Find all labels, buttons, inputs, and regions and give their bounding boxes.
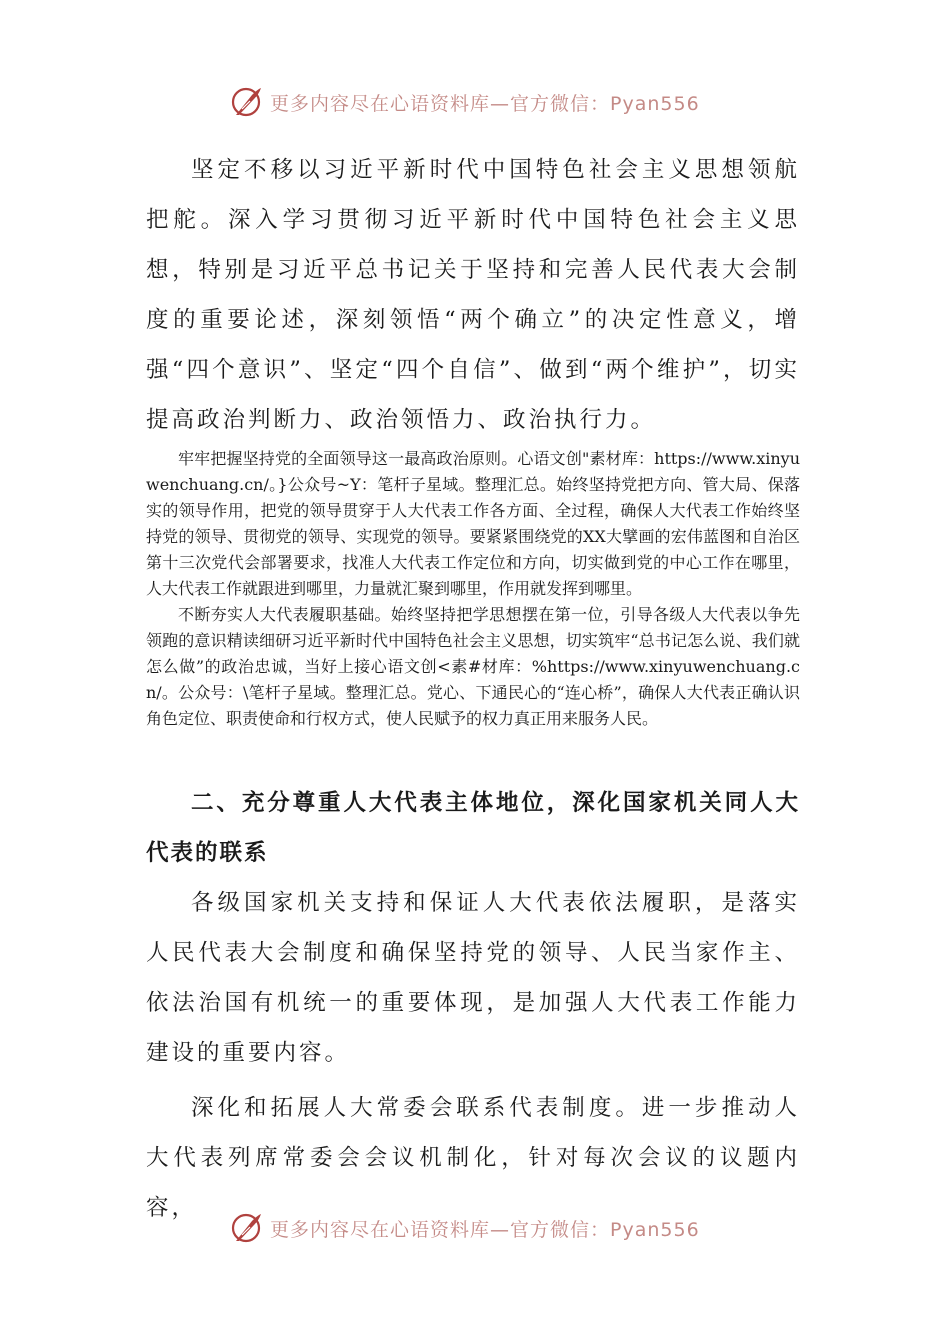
header-banner [230, 82, 700, 122]
paragraph-party-leadership: 牢牢把握坚持党的全面领导这一最高政治原则。心语文创"素材库：https://www.xinyuwenchuang.cn/。}公众号~Y：笔杆子星域。整理汇总。始终坚持党把方向、管大局、保落实的领导作用，把党的领导贯穿于人大代表工作各方面、全过程，确保人大代表工作始终坚持党的领导、贯彻党的领导、实现党的领导。要紧紧围绕党的XX大擘画的宏伟蓝图和自治区第十三次党代会部署要求，找准人大代表工作定位和方向，切实做到党的中心工作在哪里，人大代表工作就跟进到哪里，力量就汇聚到哪里，作用就发挥到哪里。 [146, 449, 800, 598]
banner-text: 更多内容尽在心语资料库—官方微信：Pyan556 [270, 92, 700, 115]
middle-text-block [146, 446, 800, 732]
quill-pen-icon [230, 1211, 264, 1245]
paragraph-political-guidance: 坚定不移以习近平新时代中国特色社会主义思想领航把舵。深入学习贯彻习近平新时代中国特色社会主义思想，特别是习近平总书记关于坚持和完善人民代表大会制度的重要论述，深刻领悟“两个确立”的决定性意义，增强“四个意识”、坚定“四个自信”、做到“两个维护”，切实提高政治判断力、政治领悟力、政治执行力。 [146, 157, 800, 433]
section-heading: 二、充分尊重人大代表主体地位，深化国家机关同人大代表的联系 [146, 790, 800, 866]
banner-text: 更多内容尽在心语资料库—官方微信：Pyan556 [270, 1218, 700, 1241]
footer-banner [230, 1208, 700, 1248]
upper-text-block [146, 145, 800, 445]
lower-text-block [146, 778, 800, 1233]
paragraph-committee-contact: 深化和拓展人大常委会联系代表制度。进一步推动人大代表列席常委会会议机制化，针对每次会议的议题内容， [146, 1095, 800, 1221]
paragraph-state-organs: 各级国家机关支持和保证人大代表依法履职，是落实人民代表大会制度和确保坚持党的领导、人民当家作主、依法治国有机统一的重要体现，是加强人大代表工作能力建设的重要内容。 [146, 890, 800, 1066]
quill-pen-icon [230, 85, 264, 119]
paragraph-duty-foundation: 不断夯实人大代表履职基础。始终坚持把学思想摆在第一位，引导各级人大代表以争先领跑的意识精读细研习近平新时代中国特色社会主义思想，切实筑牢“总书记怎么说、我们就怎么做”的政治忠诚，当好上接心语文创<素#材库：%https://www.xinyuwenchuang.cn/。公众号：\笔杆子星域。整理汇总。党心、下通民心的“连心桥”，确保人大代表正确认识角色定位、职责使命和行权方式，使人民赋予的权力真正用来服务人民。 [146, 605, 800, 728]
